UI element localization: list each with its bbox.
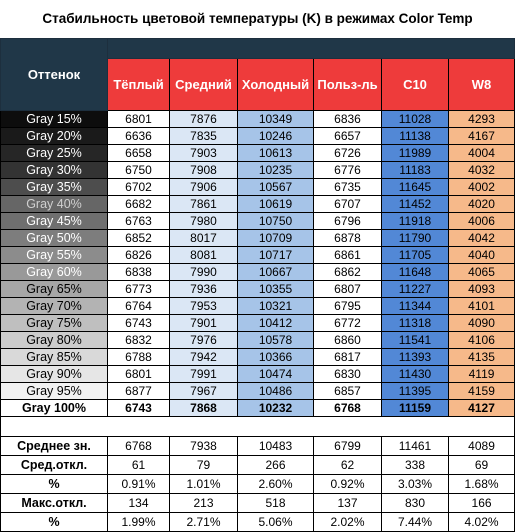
gray-level-label: Gray 35% xyxy=(1,179,108,196)
table-title: Стабильность цветовой температуры (K) в режимах Color Temp xyxy=(42,11,473,26)
separator-cell xyxy=(170,417,238,437)
cell-w8: 4090 xyxy=(449,315,515,332)
cell-user: 6795 xyxy=(314,298,382,315)
cell-user: 6836 xyxy=(314,111,382,128)
cell-user: 6861 xyxy=(314,247,382,264)
cell-warm: 6773 xyxy=(108,281,170,298)
cell-w8: 4032 xyxy=(449,162,515,179)
cell-user: 6878 xyxy=(314,230,382,247)
gray-level-label: Gray 65% xyxy=(1,281,108,298)
gray-level-label: Gray 30% xyxy=(1,162,108,179)
cell-c10: 11159 xyxy=(382,400,449,417)
cell-warm: 6764 xyxy=(108,298,170,315)
gray-level-label: Gray 100% xyxy=(1,400,108,417)
stat-cell-cold: 10483 xyxy=(238,437,314,456)
gray-level-label: Gray 45% xyxy=(1,213,108,230)
header-corner xyxy=(1,39,108,111)
gray-level-label: Gray 40% xyxy=(1,196,108,213)
cell-w8: 4159 xyxy=(449,383,515,400)
header-col-warm: Тёплый xyxy=(108,59,170,111)
cell-warm: 6743 xyxy=(108,315,170,332)
cell-user: 6776 xyxy=(314,162,382,179)
gray-level-label: Gray 85% xyxy=(1,349,108,366)
stat-label: % xyxy=(1,513,108,532)
cell-c10: 11395 xyxy=(382,383,449,400)
gray-level-label: Gray 25% xyxy=(1,145,108,162)
stat-cell-user: 137 xyxy=(314,494,382,513)
gray-level-label: Gray 20% xyxy=(1,128,108,145)
stat-cell-c10: 3.03% xyxy=(382,475,449,494)
gray-level-label: Gray 70% xyxy=(1,298,108,315)
stat-cell-user: 6799 xyxy=(314,437,382,456)
stat-cell-user: 2.02% xyxy=(314,513,382,532)
cell-cold: 10412 xyxy=(238,315,314,332)
separator-row xyxy=(1,417,515,437)
cell-w8: 4127 xyxy=(449,400,515,417)
cell-w8: 4006 xyxy=(449,213,515,230)
header-top-filler xyxy=(108,39,515,59)
cell-cold: 10717 xyxy=(238,247,314,264)
stat-cell-warm: 134 xyxy=(108,494,170,513)
header-col-c10: C10 xyxy=(382,59,449,111)
cell-cold: 10232 xyxy=(238,400,314,417)
separator-cell xyxy=(382,417,449,437)
stats-row xyxy=(1,437,515,456)
cell-w8: 4002 xyxy=(449,179,515,196)
header-top-band xyxy=(1,39,515,59)
cell-medium: 7980 xyxy=(170,213,238,230)
cell-medium: 7953 xyxy=(170,298,238,315)
stat-cell-c10: 7.44% xyxy=(382,513,449,532)
stat-cell-medium: 2.71% xyxy=(170,513,238,532)
cell-w8: 4004 xyxy=(449,145,515,162)
cell-warm: 6832 xyxy=(108,332,170,349)
table-row xyxy=(1,230,515,247)
cell-medium: 7976 xyxy=(170,332,238,349)
cell-user: 6860 xyxy=(314,332,382,349)
cell-w8: 4040 xyxy=(449,247,515,264)
cell-cold: 10619 xyxy=(238,196,314,213)
cell-user: 6768 xyxy=(314,400,382,417)
cell-medium: 7908 xyxy=(170,162,238,179)
table-row xyxy=(1,298,515,315)
cell-medium: 7990 xyxy=(170,264,238,281)
header-col-user: Польз-ль xyxy=(314,59,382,111)
cell-c10: 11318 xyxy=(382,315,449,332)
gray-level-label: Gray 95% xyxy=(1,383,108,400)
stat-cell-medium: 1.01% xyxy=(170,475,238,494)
stat-label: Сред.откл. xyxy=(1,456,108,475)
cell-c10: 11989 xyxy=(382,145,449,162)
cell-medium: 7903 xyxy=(170,145,238,162)
cell-w8: 4101 xyxy=(449,298,515,315)
stat-cell-warm: 6768 xyxy=(108,437,170,456)
cell-c10: 11645 xyxy=(382,179,449,196)
cell-c10: 11183 xyxy=(382,162,449,179)
cell-cold: 10709 xyxy=(238,230,314,247)
cell-user: 6817 xyxy=(314,349,382,366)
table-row xyxy=(1,366,515,383)
stat-cell-medium: 213 xyxy=(170,494,238,513)
cell-medium: 7942 xyxy=(170,349,238,366)
stat-cell-warm: 1.99% xyxy=(108,513,170,532)
color-temperature-table xyxy=(0,38,515,532)
cell-c10: 11028 xyxy=(382,111,449,128)
cell-cold: 10246 xyxy=(238,128,314,145)
table-row xyxy=(1,281,515,298)
gray-level-label: Gray 80% xyxy=(1,332,108,349)
stat-label: % xyxy=(1,475,108,494)
stat-cell-medium: 79 xyxy=(170,456,238,475)
cell-warm: 6743 xyxy=(108,400,170,417)
separator-cell xyxy=(108,417,170,437)
cell-medium: 7906 xyxy=(170,179,238,196)
cell-w8: 4042 xyxy=(449,230,515,247)
cell-c10: 11227 xyxy=(382,281,449,298)
table-row xyxy=(1,128,515,145)
stat-cell-cold: 266 xyxy=(238,456,314,475)
gray-level-label: Gray 15% xyxy=(1,111,108,128)
cell-cold: 10667 xyxy=(238,264,314,281)
header-corner-label: Оттенок xyxy=(27,67,81,82)
cell-user: 6862 xyxy=(314,264,382,281)
cell-w8: 4167 xyxy=(449,128,515,145)
table-row xyxy=(1,315,515,332)
cell-medium: 7835 xyxy=(170,128,238,145)
stat-label: Макс.откл. xyxy=(1,494,108,513)
stat-cell-w8: 4089 xyxy=(449,437,515,456)
cell-warm: 6801 xyxy=(108,111,170,128)
cell-c10: 11452 xyxy=(382,196,449,213)
cell-user: 6830 xyxy=(314,366,382,383)
gray-level-label: Gray 60% xyxy=(1,264,108,281)
table-row xyxy=(1,400,515,417)
cell-w8: 4065 xyxy=(449,264,515,281)
cell-c10: 11430 xyxy=(382,366,449,383)
cell-warm: 6658 xyxy=(108,145,170,162)
cell-c10: 11138 xyxy=(382,128,449,145)
cell-warm: 6788 xyxy=(108,349,170,366)
stat-cell-cold: 518 xyxy=(238,494,314,513)
header-col-cold: Холодный xyxy=(238,59,314,111)
table-row xyxy=(1,332,515,349)
cell-w8: 4119 xyxy=(449,366,515,383)
cell-medium: 7991 xyxy=(170,366,238,383)
stat-cell-w8: 1.68% xyxy=(449,475,515,494)
stat-cell-warm: 61 xyxy=(108,456,170,475)
stat-cell-medium: 7938 xyxy=(170,437,238,456)
cell-c10: 11918 xyxy=(382,213,449,230)
cell-warm: 6763 xyxy=(108,213,170,230)
cell-w8: 4106 xyxy=(449,332,515,349)
cell-warm: 6636 xyxy=(108,128,170,145)
cell-w8: 4293 xyxy=(449,111,515,128)
cell-c10: 11393 xyxy=(382,349,449,366)
stat-cell-c10: 11461 xyxy=(382,437,449,456)
cell-c10: 11541 xyxy=(382,332,449,349)
cell-user: 6796 xyxy=(314,213,382,230)
cell-cold: 10578 xyxy=(238,332,314,349)
cell-medium: 7967 xyxy=(170,383,238,400)
table-row xyxy=(1,145,515,162)
cell-cold: 10321 xyxy=(238,298,314,315)
cell-cold: 10366 xyxy=(238,349,314,366)
stat-cell-cold: 2.60% xyxy=(238,475,314,494)
cell-warm: 6852 xyxy=(108,230,170,247)
cell-w8: 4135 xyxy=(449,349,515,366)
cell-cold: 10567 xyxy=(238,179,314,196)
gray-level-label: Gray 50% xyxy=(1,230,108,247)
cell-medium: 8081 xyxy=(170,247,238,264)
cell-user: 6807 xyxy=(314,281,382,298)
gray-level-label: Gray 90% xyxy=(1,366,108,383)
stat-cell-w8: 69 xyxy=(449,456,515,475)
cell-warm: 6826 xyxy=(108,247,170,264)
cell-warm: 6750 xyxy=(108,162,170,179)
cell-c10: 11344 xyxy=(382,298,449,315)
cell-warm: 6838 xyxy=(108,264,170,281)
cell-medium: 7861 xyxy=(170,196,238,213)
stat-cell-user: 62 xyxy=(314,456,382,475)
separator-cell xyxy=(449,417,515,437)
stat-cell-c10: 830 xyxy=(382,494,449,513)
cell-medium: 7868 xyxy=(170,400,238,417)
cell-user: 6772 xyxy=(314,315,382,332)
cell-w8: 4093 xyxy=(449,281,515,298)
cell-medium: 7901 xyxy=(170,315,238,332)
table-row xyxy=(1,383,515,400)
gray-level-label: Gray 75% xyxy=(1,315,108,332)
table-row xyxy=(1,247,515,264)
header-col-medium: Средний xyxy=(170,59,238,111)
table-row xyxy=(1,213,515,230)
cell-warm: 6801 xyxy=(108,366,170,383)
cell-user: 6657 xyxy=(314,128,382,145)
stats-row xyxy=(1,494,515,513)
stat-cell-cold: 5.06% xyxy=(238,513,314,532)
stat-cell-c10: 338 xyxy=(382,456,449,475)
cell-user: 6857 xyxy=(314,383,382,400)
header-col-w8: W8 xyxy=(449,59,515,111)
cell-cold: 10750 xyxy=(238,213,314,230)
cell-cold: 10613 xyxy=(238,145,314,162)
table-row xyxy=(1,264,515,281)
separator-cell xyxy=(238,417,314,437)
cell-medium: 7876 xyxy=(170,111,238,128)
cell-c10: 11648 xyxy=(382,264,449,281)
cell-c10: 11790 xyxy=(382,230,449,247)
cell-user: 6735 xyxy=(314,179,382,196)
cell-cold: 10355 xyxy=(238,281,314,298)
table-row xyxy=(1,162,515,179)
cell-user: 6707 xyxy=(314,196,382,213)
cell-c10: 11705 xyxy=(382,247,449,264)
cell-cold: 10486 xyxy=(238,383,314,400)
cell-warm: 6877 xyxy=(108,383,170,400)
cell-w8: 4020 xyxy=(449,196,515,213)
gray-level-label: Gray 55% xyxy=(1,247,108,264)
separator-cell xyxy=(314,417,382,437)
stat-cell-user: 0.92% xyxy=(314,475,382,494)
stats-row xyxy=(1,475,515,494)
table-row xyxy=(1,349,515,366)
stat-cell-w8: 4.02% xyxy=(449,513,515,532)
stats-row xyxy=(1,513,515,532)
cell-medium: 8017 xyxy=(170,230,238,247)
stats-row xyxy=(1,456,515,475)
cell-warm: 6682 xyxy=(108,196,170,213)
table-row xyxy=(1,179,515,196)
cell-cold: 10235 xyxy=(238,162,314,179)
stat-cell-w8: 166 xyxy=(449,494,515,513)
cell-cold: 10474 xyxy=(238,366,314,383)
stat-label: Среднее зн. xyxy=(1,437,108,456)
cell-warm: 6702 xyxy=(108,179,170,196)
cell-medium: 7936 xyxy=(170,281,238,298)
stat-cell-warm: 0.91% xyxy=(108,475,170,494)
table-row xyxy=(1,196,515,213)
table-row xyxy=(1,111,515,128)
cell-cold: 10349 xyxy=(238,111,314,128)
separator-cell xyxy=(1,417,108,437)
cell-user: 6726 xyxy=(314,145,382,162)
